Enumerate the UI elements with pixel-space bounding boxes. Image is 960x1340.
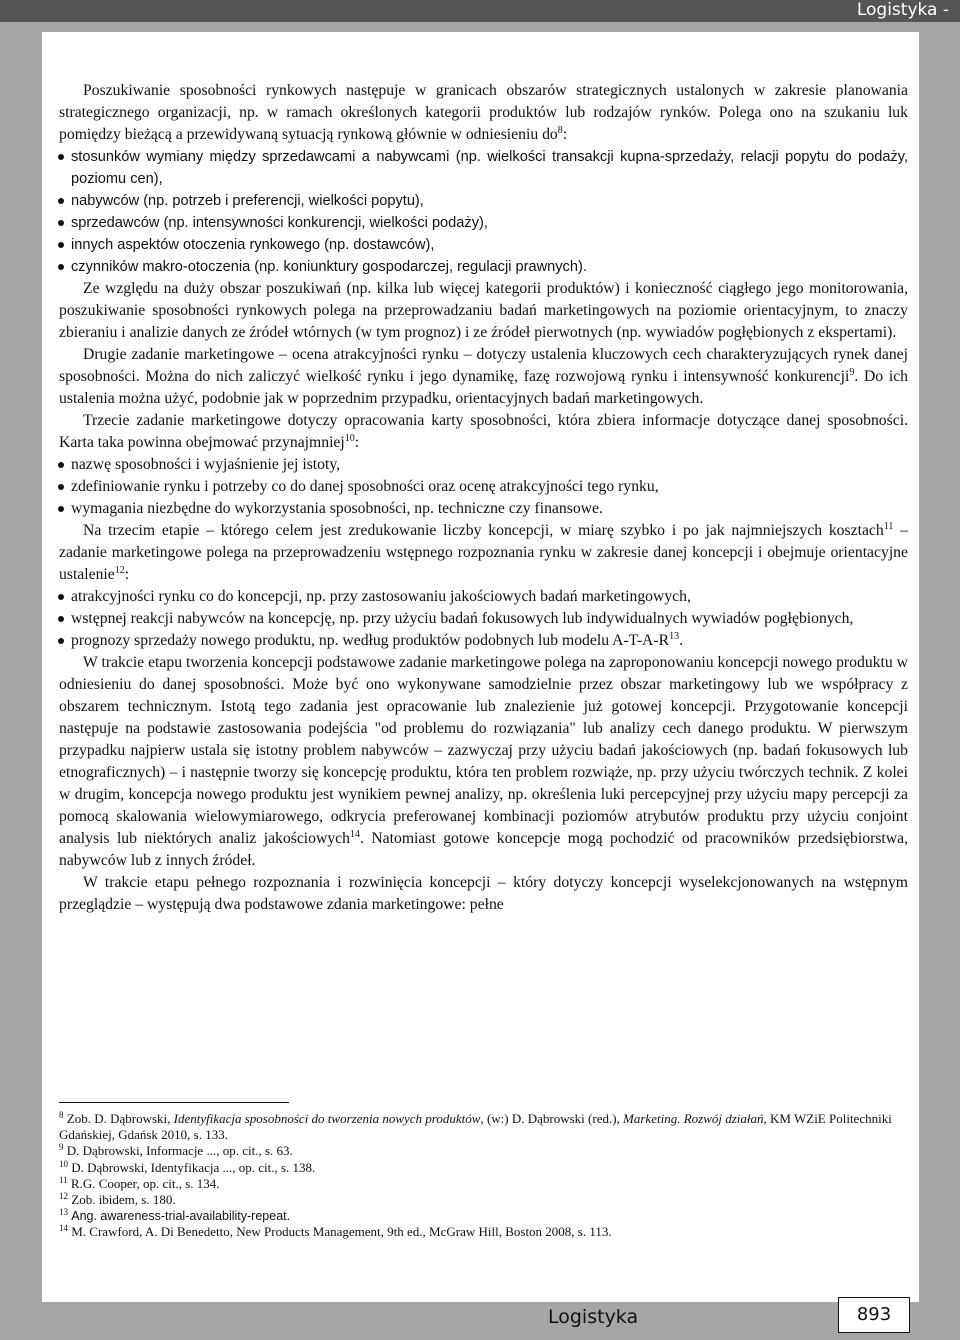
footnote-ref-13[interactable]: 13 bbox=[669, 631, 680, 642]
list-item: prognozy sprzedaży nowego produktu, np. według produktów podobnych lub modelu $A-T-A-R^{13}$. bbox=[59, 630, 908, 652]
footnote-ref-8[interactable]: 8 bbox=[557, 125, 563, 136]
footnote-9: $^9$ D. Dąbrowski, Informacje ..., op. cit., s. 63. bbox=[59, 1142, 293, 1159]
footnote-ref-11[interactable]: 11 bbox=[883, 521, 894, 532]
page-number: 893 bbox=[838, 1297, 910, 1333]
list-item: nabywców (np. potrzeb i preferencji, wielkości popytu), bbox=[59, 190, 908, 212]
footnote-11: $^{11}$ R.G. Cooper, op. cit., s. 134. bbox=[59, 1174, 220, 1191]
paragraph-7: W trakcie etapu pełnego rozpoznania i rozwinięcia koncepcji – który dotyczy koncepcji wyselekcjonowanych na wstępnym przeglądzie – występują dwa podstawowe zdania marketingowe: pełne bbox=[59, 874, 908, 913]
paragraph-2: Ze względu na duży obszar poszukiwań (np. kilka lub więcej kategorii produktów) i konieczność ciągłego jego monitorowania, poszukiwanie sposobności rynkowych polega na przeprowadzaniu badań marketingowych na poziomie orientacyjnym, to znaczy zbieraniu i analizie danych ze źródeł wtórnych (w tym prognoz) i ze źródeł pierwotnych (np. wywiadów pogłębionych z ekspertami). bbox=[59, 280, 908, 341]
footnote-8: $^8$ Zob. D. Dąbrowski, Identyfikacja sposobności do tworzenia nowych produktów, (w:) D. Dąbrowski (red.), Marketing. Rozwój działań, KM WZiE Politechniki Gdańskiej, Gdańsk 2010, s. 133. bbox=[59, 1110, 892, 1143]
footer-journal-name: Logistyka bbox=[548, 1306, 639, 1328]
document-page bbox=[42, 32, 919, 1302]
footnote-10: $^{10}$ D. Dąbrowski, Identyfikacja ..., op. cit., s. 138. bbox=[59, 1158, 316, 1175]
list-item: stosunków wymiany między sprzedawcami a nabywcami (np. wielkości transakcji kupna-sprzedaży, relacji popytu do podaży, poziomu cen), bbox=[59, 146, 908, 190]
paragraph-5: Na trzecim etapie – którego celem jest zredukowanie liczby koncepcji, w miarę szybko i po jak najmniejszych kosztach$^{11}$ – zadanie marketingowe polega na przeprowadzeniu wstępnego rozpoznania rynku w zakresie danej koncepcji i obejmuje orientacyjne ustalenie$^{12}$: bbox=[59, 521, 908, 583]
footnote-ref-14[interactable]: 14 bbox=[350, 829, 360, 840]
market-aspects-list bbox=[59, 146, 908, 278]
footnote-14: $^{14}$ M. Crawford, A. Di Benedetto, New Products Management, 9th ed., McGraw Hill, Boston 2008, s. 113. bbox=[59, 1223, 612, 1240]
paragraph-1: Poszukiwanie sposobności rynkowych następuje w granicach obszarów strategicznych ustalonych w zakresie planowania strategicznego organizacji, np. w ramach określonych kategorii produktów lub rodzajów rynków. Polega ono na szukaniu luk pomiędzy bieżącą a przewidywaną sytuacją rynkową głównie w odniesieniu $do^8$: bbox=[59, 82, 908, 143]
list-item: czynników makro-otoczenia (np. koniunktury gospodarczej, regulacji prawnych). bbox=[59, 256, 908, 278]
footnote-divider bbox=[59, 1102, 289, 1103]
list-item: sprzedawców (np. intensywności konkurencji, wielkości podaży), bbox=[59, 212, 908, 234]
footnote-13: $^{13}$ Ang. awareness-trial-availability-repeat. bbox=[59, 1207, 291, 1224]
article-body bbox=[59, 80, 908, 916]
footnotes bbox=[59, 1111, 909, 1241]
footnote-12: $^{12}$ Zob. ibidem, s. 180. bbox=[59, 1191, 176, 1208]
list-item: zdefiniowanie rynku i potrzeby co do danej sposobności oraz ocenę atrakcyjności tego rynku, bbox=[59, 476, 908, 498]
concept-screening-list bbox=[59, 586, 908, 652]
paragraph-3: Drugie zadanie marketingowe – ocena atrakcyjności rynku – dotyczy ustalenia kluczowych cech charakteryzujących rynek danej sposobności. Można do nich zaliczyć wielkość rynku i jego dynamikę, fazę rozwojową rynku i intensywność konkurencji$^9$. Do ich ustalenia można użyć, podobnie jak w poprzednim przypadku, orientacyjnych badań marketingowych. bbox=[59, 346, 908, 407]
list-item: wstępnej reakcji nabywców na koncepcję, np. przy użyciu badań fokusowych lub indywidualnych wywiadów pogłębionych, bbox=[59, 608, 908, 630]
list-item: innych aspektów otoczenia rynkowego (np. dostawców), bbox=[59, 234, 908, 256]
journal-header-bar bbox=[0, 0, 960, 22]
paragraph-4: Trzecie zadanie marketingowe dotyczy opracowania karty sposobności, która zbiera informacje dotyczące danej sposobności. Karta taka powinna obejmować przynajmniej$^{10}$: bbox=[59, 412, 908, 451]
list-item: wymagania niezbędne do wykorzystania sposobności, np. techniczne czy finansowe. bbox=[59, 498, 908, 520]
opportunity-card-list bbox=[59, 454, 908, 520]
list-item: nazwę sposobności i wyjaśnienie jej istoty, bbox=[59, 454, 908, 476]
footnote-ref-12[interactable]: 12 bbox=[114, 565, 125, 576]
footnote-ref-9[interactable]: 9 bbox=[849, 367, 855, 378]
list-item: atrakcyjności rynku co do koncepcji, np. przy zastosowaniu jakościowych badań marketingowych, bbox=[59, 586, 908, 608]
journal-header-title: Logistyka - bbox=[856, 0, 949, 20]
paragraph-6: W trakcie etapu tworzenia koncepcji podstawowe zadanie marketingowe polega na zaproponowaniu koncepcji nowego produktu w odniesieniu do danej sposobności. Może być ono wykonywane samodzielnie przez obszar marketingowy lub we współpracy z obszarem technicznym. Istotą tego zadania jest opracowanie lub znalezienie już gotowej koncepcji. Przygotowanie koncepcji następuje na podstawie zastosowania podejścia "od problemu do rozwiązania" lub analizy cech danego produktu. W pierwszym przypadku najpierw ustala się istotny problem nabywców – zazwyczaj przy użyciu badań jakościowych (np. badań fokusowych lub etnograficznych) – i następnie tworzy się koncepcję produktu, która ten problem rozwiąże, np. przy użyciu twórczych technik. Z kolei w drugim, koncepcja nowego produktu jest wynikiem pewnej analizy, np. określenia luki percepcyjnej przy użyciu mapy percepcji za pomocą skalowania wielowymiarowego, odkrycia preferowanej kombinacji poziomów atrybutów produktu przy użyciu conjoint analysis lub niektórych analiz jakościowych$^{14}$. Natomiast gotowe koncepcje mogą pochodzić od pracowników przedsiębiorstwa, nabywców lub z innych źródeł. bbox=[59, 654, 908, 869]
footnote-ref-10[interactable]: 10 bbox=[344, 433, 355, 444]
